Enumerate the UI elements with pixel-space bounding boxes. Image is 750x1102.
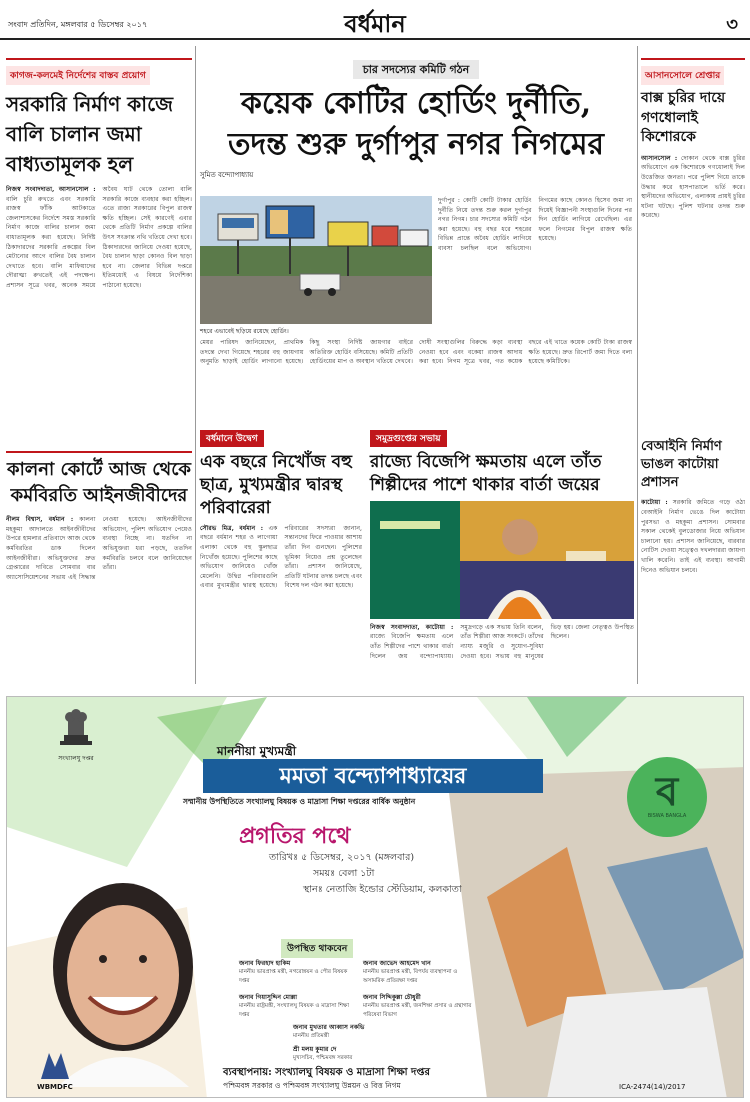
- kicker-rule: [6, 451, 192, 453]
- story-byline: আসানসোল :: [641, 154, 678, 162]
- logo-letter: ব: [655, 768, 679, 815]
- story-missing-students: [200, 426, 362, 704]
- lead-kicker: [200, 58, 632, 80]
- guest-entry: [293, 1023, 423, 1041]
- ad-title: মাননীয়া মুখ্যমন্ত্রী: [217, 744, 297, 758]
- story-text: সরকারি জমিতে গড়ে ওঠা বেআইনি নির্মাণ ভেঙে দিল কাটোয়া পুরসভা ও মহকুমা প্রশাসন। সোমবার সকাল থেকেই বুলডোজার নিয়ে অভিযান চালানো হয়। প্রশাসন জানিয়েছে, বারবার নোটিস দেওয়া সত্ত্বেও দখলদাররা জায়গা খালি করেনি। তাই এই ব্যবস্থা। আগামী দিনেও অভিযান চলবে।: [641, 499, 745, 574]
- story-headline: রাজ্যে বিজেপি ক্ষমতায় এলে তাঁত শিল্পীদের পাশে থাকার বার্তা জয়ের: [370, 452, 602, 495]
- speaker-photo: [370, 501, 634, 619]
- lead-body-a: দুর্গাপুর : কোটি কোটি টাকার হোর্ডিং দুর্নীতি নিয়ে তদন্ত শুরু করল দুর্গাপুর নগর নিগম। চার সদস্যের কমিটি গঠন করা হয়েছে। বহু বছর ধরে শহরের বিভিন্ন প্রান্তে অবৈধ হোর্ডিং লাগিয়ে ব্যবসা চলছিল বলে অভিযোগ। নিগমের কাছে কোনও হিসেব জমা না দিয়েই বিজ্ঞাপনী সংস্থাগুলি দিনের পর দিন হোর্ডিং লাগিয়ে রেখেছিল। এর ফলে নিগমের বিপুল রাজস্ব ক্ষতি হয়েছে।: [438, 197, 632, 253]
- left-column: [6, 58, 192, 688]
- guest-role: মাননীয় ভারপ্রাপ্ত মন্ত্রী, নগরোন্নয়ন ও পৌর বিষয়ক দপ্তর: [239, 969, 348, 984]
- logo-caption: BISWA BANGLA: [647, 813, 687, 819]
- story-body: [641, 498, 745, 698]
- lead-photo: [200, 196, 432, 324]
- guest-name: জনাব সিদ্দিকুল্লা চৌধুরী: [363, 994, 421, 1001]
- guest-role: মাননীয় রাষ্ট্রমন্ত্রী, সংখ্যালঘু বিষয়ক ও মাদ্রাসা শিক্ষা দপ্তর: [239, 1003, 349, 1018]
- event-time: সময়ঃ বেলা ১টা: [313, 868, 375, 879]
- guest-role: মাননীয় ভারপ্রাপ্ত মন্ত্রী, জনশিক্ষা প্রসার ও গ্রন্থাগার পরিষেবা বিভাগ: [363, 1003, 472, 1018]
- lead-kicker-label: চার সদস্যের কমিটি গঠন: [353, 60, 479, 79]
- header-date: সংবাদ প্রতিদিন, মঙ্গলবার ৫ ডিসেম্বর ২০১৭: [8, 20, 148, 29]
- column-rule: [195, 46, 196, 684]
- guest-entry: [239, 959, 359, 985]
- guest-name: জনাব মুখতার আব্বাস নকভি: [293, 1024, 365, 1031]
- story-body: [6, 515, 192, 705]
- ad-footer-org: ব্যবস্থাপনায়: সংখ্যালঘু বিষয়ক ও মাদ্রাসা শিক্ষা দপ্তর: [223, 1067, 431, 1078]
- guest-entry: [363, 959, 473, 985]
- story-byline: কাটোয়া :: [641, 499, 668, 507]
- story-byline: নীলম বিশ্বাস, বর্ধমান :: [6, 516, 74, 524]
- guest-role: মুখ্যসচিব, পশ্চিমবঙ্গ সরকার: [293, 1055, 353, 1062]
- story-text: কালনা মহকুমা আদালতে আইনজীবীদের উপরে হামলার প্রতিবাদে আজ থেকে কর্মবিরতির ডাক দিলেন আইনজীবীরা। অভিযুক্তদের দ্রুত গ্রেপ্তারের দাবিতে সোমবার বার অ্যাসোসিয়েশনের সভায় এই সিদ্ধান্ত নেওয়া হয়েছে। আইনজীবীদের অভিযোগ, পুলিশ অভিযোগ পেয়েও ব্যবস্থা নিচ্ছে না। যতদিন না অভিযুক্তরা ধরা পড়ছে, ততদিন কর্মবিরতি চলবে বলে জানিয়েছেন তাঁরা।: [6, 516, 192, 581]
- lead-byline: সুমিত বন্দ্যোপাধ্যায়: [200, 171, 254, 179]
- story-headline: সরকারি নির্মাণ কাজে বালি চালান জমা বাধ্যতামূলক হল: [6, 92, 174, 176]
- ad-footer-govt: পশ্চিমবঙ্গ সরকার ও পশ্চিমবঙ্গ সংখ্যালঘু উন্নয়ন ও বিত্ত নিগম: [223, 1081, 401, 1090]
- guest-role: মাননীয় প্রতিমন্ত্রী: [293, 1033, 330, 1040]
- story-body: [6, 185, 192, 445]
- chief-minister-portrait: [27, 847, 227, 1087]
- wbmdfc-logo: [37, 1053, 73, 1091]
- lead-story: [200, 58, 632, 366]
- story-headline: বেআইনি নির্মাণ ভাঙল কাটোয়া প্রশাসন: [641, 438, 722, 491]
- story-byline: নিজস্ব সংবাদদাতা, কাটোয়া :: [370, 623, 454, 631]
- ad-subtitle: সম্মানীয় উপস্থিতিতে সংখ্যালঘু বিষয়ক ও মাদ্রাসা শিক্ষা দপ্তরের বার্ষিক অনুষ্ঠান: [183, 797, 416, 806]
- ad-slogan: প্রগতির পথে: [239, 823, 351, 849]
- story-kicker: সমুদ্রগুপ্তের সভায়: [370, 430, 447, 447]
- guest-role: মাননীয় ভারপ্রাপ্ত মন্ত্রী, বিপর্যয় ব্যবস্থাপনা ও অসামরিক প্রতিরক্ষা দপ্তর: [363, 969, 458, 984]
- ad-code: ICA-2474(14)/2017: [619, 1083, 686, 1091]
- story-text: দোকান থেকে বাক্স চুরির অভিযোগে এক কিশোরকে গণধোলাই দিল উত্তেজিত জনতা। পরে পুলিশ গিয়ে তাকে উদ্ধার করে হাসপাতালে ভর্তি করে। স্থানীয়দের অভিযোগ, এলাকায় প্রায়ই চুরির ঘটনা ঘটছে। পুলিশ ঘটনার তদন্ত শুরু করেছে।: [641, 154, 745, 220]
- column-rule: [637, 46, 638, 684]
- wbmdfc-icon: [41, 1053, 69, 1079]
- guest-entry: [363, 993, 473, 1019]
- story-text: এক বছরে বর্ধমান শহর ও লাগোয়া এলাকা থেকে বহু স্কুলছাত্র নিখোঁজ হয়েছে। পুলিশের কাছে অভিযোগ জানিয়েও খোঁজ মেলেনি। উদ্বিগ্ন পরিবারগুলি এবার মুখ্যমন্ত্রীর দ্বারস্থ হয়েছে। পরিবারের সদস্যরা জানান, সন্তানদের ফিরে পাওয়ার আশায় তাঁরা দিন গুনছেন। পুলিশের ভূমিকা নিয়েও প্রশ্ন তুলেছেন তাঁরা। প্রশাসন জানিয়েছে, প্রতিটি ঘটনার তদন্ত চলছে এবং বিশেষ দল গঠন করা হয়েছে।: [200, 524, 362, 590]
- guest-name: জনাব জাভেদ আহমেদ খান: [363, 960, 431, 967]
- dept-label: সংখ্যালঘু দপ্তর: [58, 755, 94, 762]
- story-byline: সৌরভ মিত্র, বর্ধমান :: [200, 524, 264, 532]
- story-kicker: কাগজ-কলমেই নির্দেশের বাস্তব প্রয়োগ: [6, 66, 150, 85]
- guest-name: শ্রী মলয় কুমার দে: [293, 1046, 337, 1053]
- story-kicker: বর্ধমানে উদ্বেগ: [200, 430, 264, 447]
- story-bjp-weavers: [370, 426, 634, 689]
- story-headline: কালনা কোর্টে আজ থেকে কর্মবিরতি আইনজীবীদের: [6, 459, 192, 507]
- guest-name: জনাব গিয়াসুদ্দিন মোল্লা: [239, 994, 298, 1001]
- story-byline: নিজস্ব সংবাদদাতা, আসানসোল :: [6, 186, 96, 193]
- guest-entry: [239, 993, 359, 1019]
- event-date: তারিখঃ ৫ ডিসেম্বর, ২০১৭ (মঙ্গলবার): [269, 852, 415, 863]
- right-column: [641, 58, 745, 688]
- kicker-rule: [641, 58, 745, 60]
- event-venue: স্থানঃ নেতাজি ইন্ডোর স্টেডিয়াম, কলকাতা: [303, 884, 462, 895]
- story-text: বালি চুরি রুখতে এবং সরকারি রাজস্ব ফাঁকি আটকাতে জেলাশাসকের নির্দেশে সমস্ত সরকারি নির্মাণ কাজে বালির চালান জমা বাধ্যতামূলক করা হয়েছে। নির্দিষ্ট ঠিকাদারদের সরকারি প্রকল্পের বিল মেটানোর আগে বালির বৈধ চালান দেখাতে হবে। বালি মাফিয়াদের দৌরাত্ম্য রুখতেই এই পদক্ষেপ। প্রশাসন সূত্রে খবর, অনেক সময়ে অবৈধ ঘাট থেকে তোলা বালি সরকারি কাজে ব্যবহার করা হচ্ছিল। এতে রাজ্য সরকারের বিপুল রাজস্ব ক্ষতি হচ্ছিল। সেই কারণেই এবার থেকে প্রতিটি নির্মাণ প্রকল্পে বালির উৎস সংক্রান্ত নথি খতিয়ে দেখা হবে। ঠিকাদারদের জানিয়ে দেওয়া হয়েছে, বৈধ চালান ছাড়া কোনও বিল ছাড়া হবে না। জেলার বিভিন্ন দপ্তরে ইতিমধ্যেই এ বিষয়ে নির্দেশিকা পাঠানো হয়েছে।: [6, 186, 192, 290]
- wbmdfc-label: WBMDFC: [37, 1083, 73, 1091]
- state-emblem: [51, 705, 101, 764]
- story-body: [370, 623, 634, 689]
- story-body: [641, 154, 745, 434]
- lead-photo-caption: শহরে এভাবেই ছড়িয়ে রয়েছে হোর্ডিং।: [200, 328, 289, 335]
- lead-body-b: মেয়র পারিষদ জানিয়েছেন, প্রাথমিক তদন্তে দেখা গিয়েছে শহরের বহু জায়গায় অনুমতি ছাড়াই হোর্ডিং লাগানো হয়েছে। কিছু সংস্থা নির্দিষ্ট জায়গার বাইরে অতিরিক্ত হোর্ডিং বসিয়েছে। কমিটি প্রতিটি হোর্ডিংয়ের মাপ ও অবস্থান খতিয়ে দেখবে। দোষী সংস্থাগুলির বিরুদ্ধে কড়া ব্যবস্থা নেওয়া হবে এবং বকেয়া রাজস্ব আদায় করা হবে। নিগম সূত্রে খবর, গত কয়েক বছরে এই খাতে কয়েক কোটি টাকা রাজস্ব ক্ষতি হয়েছে। দ্রুত রিপোর্ট জমা দিতে বলা হয়েছে কমিটিকে।: [200, 339, 632, 366]
- story-text: রাজ্যে বিজেপি ক্ষমতায় এলে তাঁত শিল্পীদের পাশে থাকার বার্তা দিলেন জয় বন্দ্যোপাধ্যায়। সমুদ্রগড়ে এক সভায় তিনি বলেন, তাঁত শিল্পীরা আজ সংকটে। তাঁদের ন্যায্য মজুরি ও সুযোগ-সুবিধা দেওয়া হবে। সভায় বহু মানুষের ভিড় হয়। জেলা নেতৃত্বও উপস্থিত ছিলেন।: [370, 623, 634, 660]
- lion-capital-icon: [56, 705, 96, 749]
- story-headline: এক বছরে নিখোঁজ বহু ছাত্র, মুখ্যমন্ত্রীর দ্বারস্থ পরিবারেরা: [200, 452, 352, 518]
- lead-headline-line-2: তদন্ত শুরু দুর্গাপুর নগর নিগমের: [228, 126, 604, 162]
- story-headline: বাক্স চুরির দায়ে গণধোলাই কিশোরকে: [641, 90, 726, 146]
- hoarding-street-image: [200, 196, 432, 324]
- guest-name: জনাব ফিরহাদ হাকিম: [239, 960, 291, 967]
- biswa-bangla-logo: [627, 757, 707, 837]
- page-header: [0, 0, 750, 40]
- story-kicker: আসানসোলে শ্রেপ্তার: [641, 66, 724, 85]
- chief-minister-name: মমতা বন্দ্যোপাধ্যায়ের: [203, 759, 543, 793]
- page-number: ৩: [726, 14, 738, 35]
- speaker-image: [370, 501, 634, 619]
- guest-entry: [293, 1045, 423, 1063]
- lead-headline-line-1: কয়েক কোটির হোর্ডিং দুর্নীতি,: [240, 86, 592, 121]
- kicker-rule: [6, 58, 192, 60]
- guests-heading: উপস্থিত থাকবেন: [281, 939, 353, 958]
- lead-headline: [200, 84, 632, 165]
- government-advertisement: [6, 696, 744, 1098]
- story-body: [200, 524, 362, 704]
- section-title: বর্ধমান: [344, 9, 406, 38]
